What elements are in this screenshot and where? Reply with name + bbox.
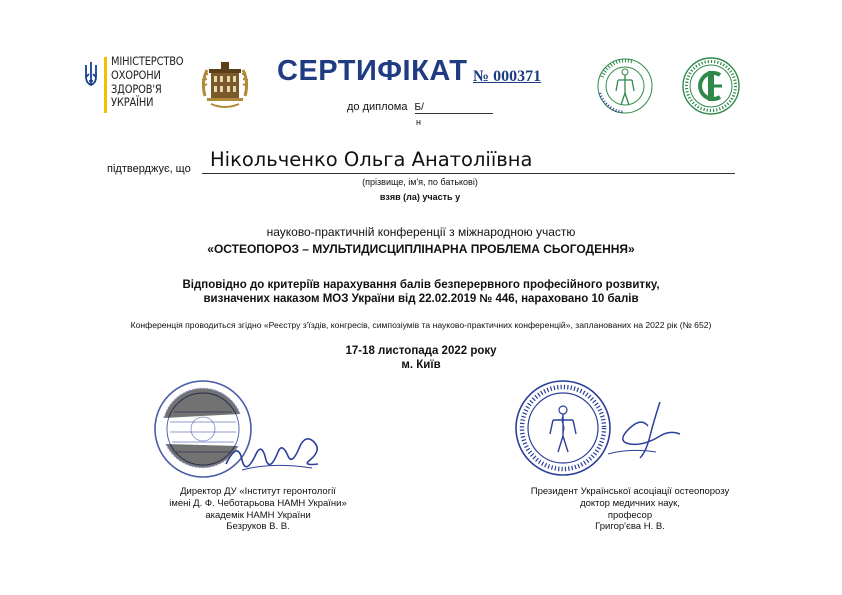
osteoporosis-association-logo (594, 55, 656, 117)
left-signatory-line-2: імені Д. Ф. Чеботарьова НАМН України» (169, 497, 347, 509)
conference-dates (0, 344, 842, 372)
right-signatory-line-2: доктор медичних наук, (580, 497, 680, 509)
name-hint: (прізвище, ім'я, по батькові) (362, 177, 478, 187)
left-signatory-line-3: академік НАМН України (205, 509, 311, 521)
conference-type: науково-практичній конференції з міжнародною участю (266, 225, 576, 239)
director-signature (222, 420, 332, 482)
dates-text: 17-18 листопада 2022 року (345, 345, 497, 357)
cpd-criteria (0, 278, 842, 306)
diploma-suffix: н (416, 117, 421, 127)
ministry-name: МІНІСТЕРСТВО ОХОРОНИ ЗДОРОВ'Я УКРАЇНИ (111, 54, 184, 110)
recipient-name: Нікольченко Ольга Анатоліївна (202, 149, 735, 174)
ministry-logo (84, 55, 194, 115)
criteria-line-1: Відповідно до критеріїв нарахування балів безперервного професійного розвитку, (182, 279, 660, 291)
right-signatory-line-1: Президент Української асоціації остеопорозу (530, 486, 730, 497)
registry-note: Конференція проводиться згідно «Реєстру з'їздів, конгресів, симпозіумів та науково-практичних конференцій», запланованих на 2022 рік (№ 652) (130, 320, 712, 330)
left-signatory-line-1: Директор ДУ «Інститут геронтології (180, 486, 336, 497)
president-signature (600, 396, 686, 466)
diploma-reference (347, 101, 493, 114)
criteria-line-2: визначених наказом МОЗ України від 22.02.2019 № 446, нараховано 10 балів (203, 293, 639, 305)
diploma-label: до диплома (347, 101, 408, 113)
took-part-label: взяв (ла) участь у (379, 192, 461, 202)
right-signatory-line-4: Григор'єва Н. В. (595, 521, 665, 533)
certificate-number: № 000371 (473, 68, 542, 85)
city-text: м. Київ (401, 359, 441, 371)
association-stamp (513, 378, 613, 478)
institute-building-logo (199, 56, 251, 112)
left-signatory-line-4: Безруков В. В. (226, 521, 290, 533)
gerontology-institute-logo (680, 55, 742, 117)
certificate-title: СЕРТИФІКАТ (277, 55, 468, 87)
conference-title: «ОСТЕОПОРОЗ – МУЛЬТИДИСЦИПЛІНАРНА ПРОБЛЕМА СЬОГОДЕННЯ» (207, 242, 635, 256)
ministry-accent-bar (104, 57, 107, 113)
right-signatory (480, 486, 780, 533)
diploma-value: Б/ (415, 102, 493, 114)
right-signatory-line-3: професор (607, 509, 653, 521)
confirms-label: підтверджує, що (107, 163, 191, 175)
ukraine-trident-icon (84, 61, 98, 87)
left-signatory (118, 486, 398, 533)
